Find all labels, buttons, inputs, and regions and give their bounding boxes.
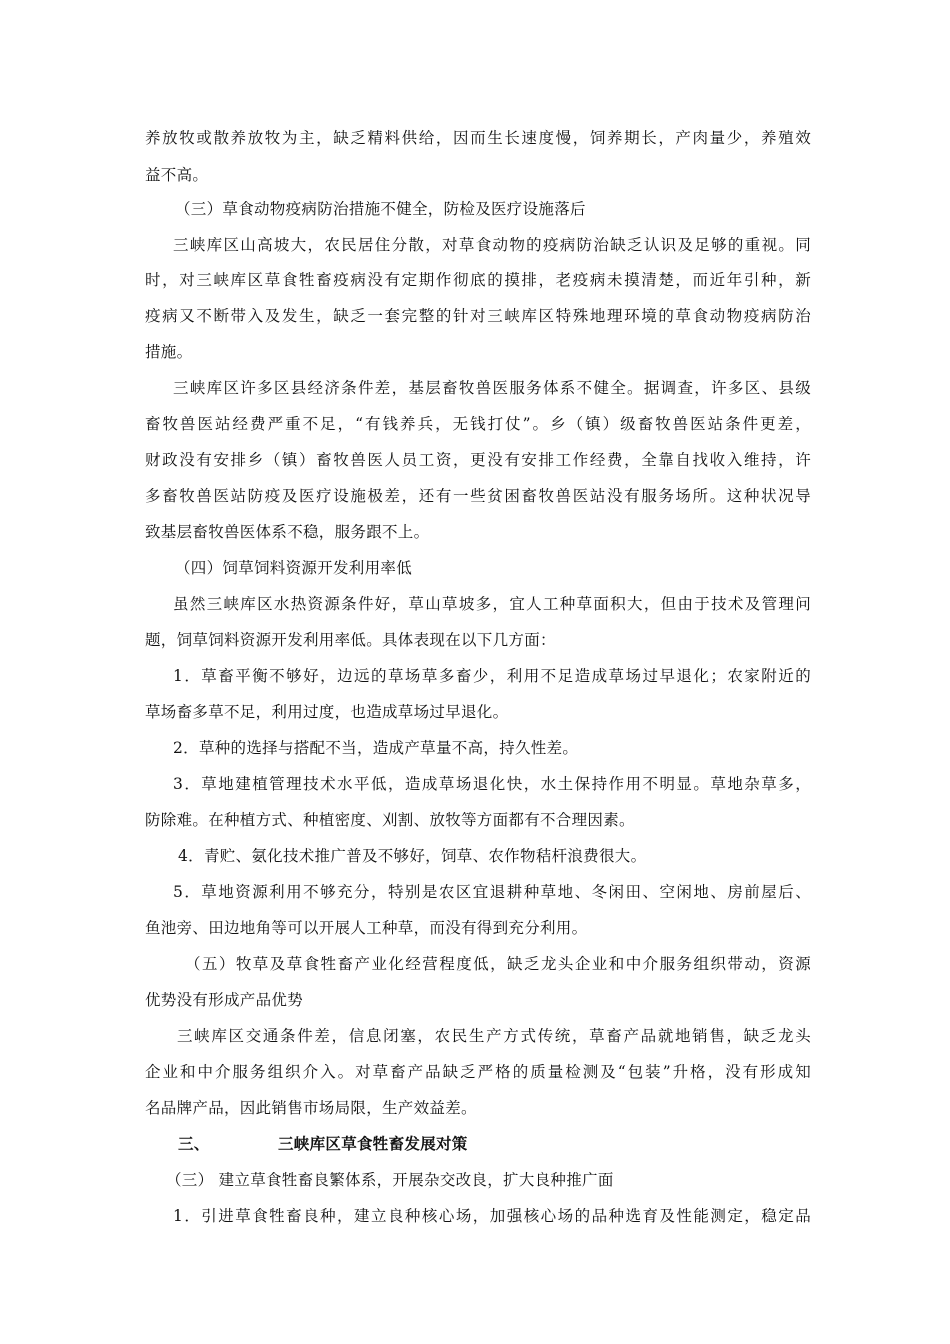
- section-heading: [178, 1134, 811, 1154]
- paragraph-line: 畜牧兽医站经费严重不足，“有钱养兵，无钱打仗”。乡（镇）级畜牧兽医站条件更差，: [145, 415, 811, 433]
- paragraph-line: 疫病又不断带入及发生，缺乏一套完整的针对三峡库区特殊地理环境的草食动物疫病防治: [145, 307, 811, 325]
- paragraph-line: 三峡库区交通条件差，信息闭塞，农民生产方式传统，草畜产品就地销售，缺乏龙头: [177, 1027, 811, 1045]
- list-item-line: 5．草地资源利用不够充分，特别是农区宜退耕种草地、冬闲田、空闲地、房前屋后、: [173, 883, 811, 901]
- paragraph-line: 虽然三峡库区水热资源条件好，草山草坡多，宜人工种草面积大，但由于技术及管理问: [173, 595, 811, 613]
- list-item-line: 3．草地建植管理技术水平低，造成草场退化快，水土保持作用不明显。草地杂草多，: [173, 775, 811, 793]
- paragraph-line: 益不高。: [145, 166, 209, 184]
- list-item-line: 4．青贮、氨化技术推广普及不够好，饲草、农作物秸杆浪费很大。: [178, 847, 647, 865]
- list-item-line: 1．草畜平衡不够好，边远的草场草多畜少，利用不足造成草场过早退化；农家附近的: [173, 667, 811, 685]
- list-item-line: 鱼池旁、田边地角等可以开展人工种草，而没有得到充分利用。: [145, 919, 588, 937]
- list-item-line: 防除难。在种植方式、种植密度、刈割、放牧等方面都有不合理因素。: [145, 811, 635, 829]
- paragraph-line: 多畜牧兽医站防疫及医疗设施极差，还有一些贫困畜牧兽医站没有服务场所。这种状况导: [145, 487, 811, 505]
- subsection-heading: 优势没有形成产品优势: [145, 991, 304, 1009]
- list-item-line: 草场畜多草不足，利用过度，也造成草场过早退化。: [145, 703, 509, 721]
- paragraph-line: 养放牧或散养放牧为主，缺乏精料供给，因而生长速度慢，饲养期长，产肉量少，养殖效: [145, 129, 811, 147]
- paragraph-line: 时，对三峡库区草食牲畜疫病没有定期作彻底的摸排，老疫病未摸清楚，而近年引种，新: [145, 271, 811, 289]
- subsection-heading: （五）牧草及草食牲畜产业化经营程度低，缺乏龙头企业和中介服务组织带动，资源: [185, 955, 811, 973]
- subsection-heading: （三）草食动物疫病防治措施不健全，防检及医疗设施落后: [175, 200, 586, 218]
- subsection-heading: （四）饲草饲料资源开发利用率低: [175, 559, 413, 577]
- list-item-line: 1．引进草食牲畜良种，建立良种核心场，加强核心场的品种选育及性能测定，稳定品: [173, 1207, 811, 1225]
- paragraph-line: 三峡库区许多区县经济条件差，基层畜牧兽医服务体系不健全。据调查，许多区、县级: [173, 379, 811, 397]
- paragraph-line: 措施。: [145, 343, 193, 361]
- paragraph-line: 名品牌产品，因此销售市场局限，生产效益差。: [145, 1099, 477, 1117]
- section-number: 三、: [178, 1135, 210, 1153]
- paragraph-line: 企业和中介服务组织介入。对草畜产品缺乏严格的质量检测及“包装”升格，没有形成知: [145, 1063, 811, 1081]
- paragraph-line: 财政没有安排乡（镇）畜牧兽医人员工资，更没有安排工作经费，全靠自找收入维持，许: [145, 451, 811, 469]
- subsection-heading: （三） 建立草食牲畜良繁体系，开展杂交改良，扩大良种推广面: [166, 1171, 614, 1189]
- paragraph-line: 致基层畜牧兽医体系不稳，服务跟不上。: [145, 523, 430, 541]
- paragraph-line: 题，饲草饲料资源开发利用率低。具体表现在以下几方面：: [145, 631, 556, 649]
- list-item-line: 2．草种的选择与搭配不当，造成产草量不高，持久性差。: [173, 739, 579, 757]
- paragraph-line: 三峡库区山高坡大，农民居住分散，对草食动物的疫病防治缺乏认识及足够的重视。同: [173, 236, 811, 254]
- section-title: 三峡库区草食牲畜发展对策: [278, 1135, 468, 1153]
